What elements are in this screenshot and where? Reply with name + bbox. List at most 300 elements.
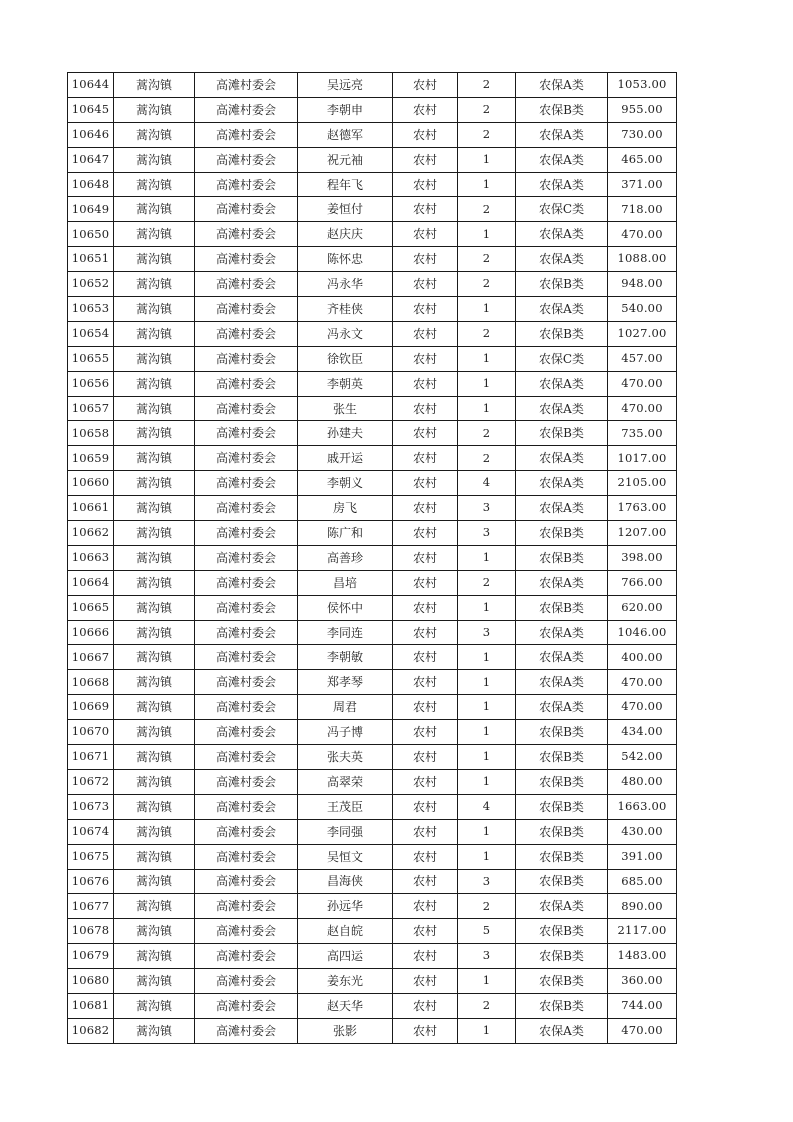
cell-area: 农村 bbox=[393, 595, 458, 620]
cell-id: 10662 bbox=[68, 521, 114, 546]
cell-category: 农保A类 bbox=[516, 1018, 608, 1043]
cell-amount: 744.00 bbox=[608, 993, 677, 1018]
table-row bbox=[68, 620, 677, 645]
cell-amount: 1017.00 bbox=[608, 446, 677, 471]
cell-category: 农保B类 bbox=[516, 869, 608, 894]
cell-village: 高滩村委会 bbox=[195, 147, 298, 172]
cell-household-count: 2 bbox=[458, 993, 516, 1018]
cell-name: 孙远华 bbox=[298, 894, 393, 919]
table-body bbox=[68, 73, 677, 1044]
cell-name: 赵天华 bbox=[298, 993, 393, 1018]
cell-id: 10653 bbox=[68, 297, 114, 322]
cell-area: 农村 bbox=[393, 720, 458, 745]
cell-area: 农村 bbox=[393, 1018, 458, 1043]
cell-village: 高滩村委会 bbox=[195, 894, 298, 919]
cell-category: 农保B类 bbox=[516, 944, 608, 969]
cell-town: 蒿沟镇 bbox=[114, 396, 195, 421]
cell-village: 高滩村委会 bbox=[195, 421, 298, 446]
cell-area: 农村 bbox=[393, 894, 458, 919]
cell-household-count: 4 bbox=[458, 471, 516, 496]
table-row bbox=[68, 272, 677, 297]
cell-category: 农保A类 bbox=[516, 73, 608, 98]
cell-name: 陈怀忠 bbox=[298, 247, 393, 272]
cell-name: 陈广和 bbox=[298, 521, 393, 546]
cell-category: 农保A类 bbox=[516, 645, 608, 670]
cell-village: 高滩村委会 bbox=[195, 396, 298, 421]
cell-household-count: 1 bbox=[458, 1018, 516, 1043]
table-row bbox=[68, 97, 677, 122]
cell-town: 蒿沟镇 bbox=[114, 919, 195, 944]
cell-name: 郑孝琴 bbox=[298, 670, 393, 695]
cell-village: 高滩村委会 bbox=[195, 297, 298, 322]
cell-town: 蒿沟镇 bbox=[114, 620, 195, 645]
cell-area: 农村 bbox=[393, 247, 458, 272]
cell-village: 高滩村委会 bbox=[195, 247, 298, 272]
table-row bbox=[68, 844, 677, 869]
cell-amount: 360.00 bbox=[608, 969, 677, 994]
cell-town: 蒿沟镇 bbox=[114, 122, 195, 147]
cell-town: 蒿沟镇 bbox=[114, 371, 195, 396]
cell-id: 10656 bbox=[68, 371, 114, 396]
cell-amount: 735.00 bbox=[608, 421, 677, 446]
cell-category: 农保B类 bbox=[516, 919, 608, 944]
cell-household-count: 1 bbox=[458, 969, 516, 994]
cell-area: 农村 bbox=[393, 521, 458, 546]
cell-id: 10659 bbox=[68, 446, 114, 471]
cell-name: 吴远亮 bbox=[298, 73, 393, 98]
cell-amount: 434.00 bbox=[608, 720, 677, 745]
cell-name: 冯永华 bbox=[298, 272, 393, 297]
table-row bbox=[68, 993, 677, 1018]
cell-village: 高滩村委会 bbox=[195, 819, 298, 844]
cell-id: 10682 bbox=[68, 1018, 114, 1043]
cell-category: 农保B类 bbox=[516, 794, 608, 819]
cell-amount: 730.00 bbox=[608, 122, 677, 147]
cell-area: 农村 bbox=[393, 620, 458, 645]
cell-household-count: 2 bbox=[458, 122, 516, 147]
cell-id: 10673 bbox=[68, 794, 114, 819]
cell-category: 农保A类 bbox=[516, 695, 608, 720]
cell-area: 农村 bbox=[393, 122, 458, 147]
table-row bbox=[68, 919, 677, 944]
cell-amount: 391.00 bbox=[608, 844, 677, 869]
table-row bbox=[68, 944, 677, 969]
cell-town: 蒿沟镇 bbox=[114, 819, 195, 844]
cell-amount: 1763.00 bbox=[608, 496, 677, 521]
cell-household-count: 1 bbox=[458, 346, 516, 371]
table-row bbox=[68, 321, 677, 346]
cell-town: 蒿沟镇 bbox=[114, 496, 195, 521]
cell-id: 10668 bbox=[68, 670, 114, 695]
cell-amount: 480.00 bbox=[608, 769, 677, 794]
cell-amount: 470.00 bbox=[608, 371, 677, 396]
cell-town: 蒿沟镇 bbox=[114, 272, 195, 297]
cell-name: 李朝义 bbox=[298, 471, 393, 496]
cell-category: 农保A类 bbox=[516, 570, 608, 595]
table-row bbox=[68, 745, 677, 770]
cell-category: 农保A类 bbox=[516, 620, 608, 645]
cell-village: 高滩村委会 bbox=[195, 944, 298, 969]
cell-town: 蒿沟镇 bbox=[114, 346, 195, 371]
cell-category: 农保C类 bbox=[516, 346, 608, 371]
cell-amount: 2105.00 bbox=[608, 471, 677, 496]
cell-town: 蒿沟镇 bbox=[114, 321, 195, 346]
table-row bbox=[68, 346, 677, 371]
cell-household-count: 3 bbox=[458, 496, 516, 521]
cell-name: 昌海侠 bbox=[298, 869, 393, 894]
cell-household-count: 1 bbox=[458, 297, 516, 322]
cell-area: 农村 bbox=[393, 496, 458, 521]
cell-area: 农村 bbox=[393, 670, 458, 695]
cell-household-count: 1 bbox=[458, 172, 516, 197]
table-row bbox=[68, 396, 677, 421]
cell-name: 姜恒付 bbox=[298, 197, 393, 222]
cell-household-count: 1 bbox=[458, 147, 516, 172]
cell-name: 房飞 bbox=[298, 496, 393, 521]
cell-area: 农村 bbox=[393, 969, 458, 994]
cell-household-count: 1 bbox=[458, 670, 516, 695]
cell-household-count: 1 bbox=[458, 222, 516, 247]
cell-village: 高滩村委会 bbox=[195, 222, 298, 247]
table-row bbox=[68, 869, 677, 894]
cell-village: 高滩村委会 bbox=[195, 720, 298, 745]
cell-town: 蒿沟镇 bbox=[114, 297, 195, 322]
cell-household-count: 2 bbox=[458, 894, 516, 919]
cell-id: 10649 bbox=[68, 197, 114, 222]
cell-town: 蒿沟镇 bbox=[114, 222, 195, 247]
cell-category: 农保C类 bbox=[516, 197, 608, 222]
cell-amount: 1053.00 bbox=[608, 73, 677, 98]
cell-id: 10676 bbox=[68, 869, 114, 894]
cell-town: 蒿沟镇 bbox=[114, 670, 195, 695]
table-row bbox=[68, 545, 677, 570]
cell-village: 高滩村委会 bbox=[195, 794, 298, 819]
cell-area: 农村 bbox=[393, 73, 458, 98]
cell-name: 李朝申 bbox=[298, 97, 393, 122]
cell-id: 10666 bbox=[68, 620, 114, 645]
cell-id: 10674 bbox=[68, 819, 114, 844]
cell-household-count: 1 bbox=[458, 645, 516, 670]
cell-amount: 1207.00 bbox=[608, 521, 677, 546]
cell-category: 农保B类 bbox=[516, 321, 608, 346]
cell-town: 蒿沟镇 bbox=[114, 745, 195, 770]
cell-household-count: 1 bbox=[458, 819, 516, 844]
cell-household-count: 1 bbox=[458, 595, 516, 620]
cell-household-count: 1 bbox=[458, 769, 516, 794]
cell-category: 农保B类 bbox=[516, 993, 608, 1018]
cell-household-count: 1 bbox=[458, 844, 516, 869]
cell-area: 农村 bbox=[393, 545, 458, 570]
cell-town: 蒿沟镇 bbox=[114, 944, 195, 969]
table-row bbox=[68, 222, 677, 247]
cell-name: 祝元袖 bbox=[298, 147, 393, 172]
cell-id: 10655 bbox=[68, 346, 114, 371]
cell-amount: 430.00 bbox=[608, 819, 677, 844]
cell-id: 10680 bbox=[68, 969, 114, 994]
cell-area: 农村 bbox=[393, 919, 458, 944]
cell-area: 农村 bbox=[393, 844, 458, 869]
cell-town: 蒿沟镇 bbox=[114, 471, 195, 496]
cell-id: 10681 bbox=[68, 993, 114, 1018]
cell-amount: 948.00 bbox=[608, 272, 677, 297]
cell-household-count: 2 bbox=[458, 73, 516, 98]
cell-name: 赵德军 bbox=[298, 122, 393, 147]
cell-village: 高滩村委会 bbox=[195, 869, 298, 894]
cell-town: 蒿沟镇 bbox=[114, 97, 195, 122]
cell-village: 高滩村委会 bbox=[195, 272, 298, 297]
cell-village: 高滩村委会 bbox=[195, 670, 298, 695]
cell-category: 农保B类 bbox=[516, 421, 608, 446]
cell-amount: 718.00 bbox=[608, 197, 677, 222]
cell-area: 农村 bbox=[393, 695, 458, 720]
cell-category: 农保B类 bbox=[516, 844, 608, 869]
cell-area: 农村 bbox=[393, 769, 458, 794]
table-row bbox=[68, 521, 677, 546]
cell-village: 高滩村委会 bbox=[195, 97, 298, 122]
cell-name: 周君 bbox=[298, 695, 393, 720]
cell-name: 昌培 bbox=[298, 570, 393, 595]
cell-id: 10650 bbox=[68, 222, 114, 247]
cell-name: 侯怀中 bbox=[298, 595, 393, 620]
cell-household-count: 5 bbox=[458, 919, 516, 944]
cell-category: 农保B类 bbox=[516, 595, 608, 620]
cell-household-count: 2 bbox=[458, 97, 516, 122]
table-row bbox=[68, 969, 677, 994]
cell-village: 高滩村委会 bbox=[195, 769, 298, 794]
cell-village: 高滩村委会 bbox=[195, 695, 298, 720]
cell-category: 农保A类 bbox=[516, 396, 608, 421]
cell-area: 农村 bbox=[393, 147, 458, 172]
cell-household-count: 1 bbox=[458, 695, 516, 720]
cell-name: 冯永文 bbox=[298, 321, 393, 346]
cell-town: 蒿沟镇 bbox=[114, 197, 195, 222]
cell-id: 10647 bbox=[68, 147, 114, 172]
cell-area: 农村 bbox=[393, 944, 458, 969]
cell-id: 10679 bbox=[68, 944, 114, 969]
cell-household-count: 1 bbox=[458, 545, 516, 570]
cell-town: 蒿沟镇 bbox=[114, 570, 195, 595]
cell-village: 高滩村委会 bbox=[195, 969, 298, 994]
table-row bbox=[68, 894, 677, 919]
cell-name: 徐钦臣 bbox=[298, 346, 393, 371]
cell-amount: 371.00 bbox=[608, 172, 677, 197]
cell-name: 孙建夫 bbox=[298, 421, 393, 446]
cell-id: 10652 bbox=[68, 272, 114, 297]
cell-household-count: 2 bbox=[458, 570, 516, 595]
cell-id: 10645 bbox=[68, 97, 114, 122]
cell-village: 高滩村委会 bbox=[195, 496, 298, 521]
cell-town: 蒿沟镇 bbox=[114, 247, 195, 272]
table-row bbox=[68, 73, 677, 98]
cell-id: 10675 bbox=[68, 844, 114, 869]
cell-area: 农村 bbox=[393, 794, 458, 819]
cell-name: 高善珍 bbox=[298, 545, 393, 570]
cell-town: 蒿沟镇 bbox=[114, 720, 195, 745]
cell-household-count: 3 bbox=[458, 869, 516, 894]
cell-name: 程年飞 bbox=[298, 172, 393, 197]
cell-town: 蒿沟镇 bbox=[114, 1018, 195, 1043]
benefits-table bbox=[67, 72, 677, 1044]
cell-category: 农保A类 bbox=[516, 247, 608, 272]
cell-household-count: 2 bbox=[458, 446, 516, 471]
cell-id: 10664 bbox=[68, 570, 114, 595]
cell-name: 李朝英 bbox=[298, 371, 393, 396]
cell-household-count: 1 bbox=[458, 720, 516, 745]
table-row bbox=[68, 794, 677, 819]
cell-category: 农保A类 bbox=[516, 172, 608, 197]
table-row bbox=[68, 570, 677, 595]
cell-town: 蒿沟镇 bbox=[114, 844, 195, 869]
cell-name: 李朝敏 bbox=[298, 645, 393, 670]
cell-amount: 1088.00 bbox=[608, 247, 677, 272]
cell-amount: 1483.00 bbox=[608, 944, 677, 969]
cell-village: 高滩村委会 bbox=[195, 570, 298, 595]
cell-area: 农村 bbox=[393, 346, 458, 371]
cell-name: 戚开运 bbox=[298, 446, 393, 471]
cell-village: 高滩村委会 bbox=[195, 620, 298, 645]
cell-town: 蒿沟镇 bbox=[114, 446, 195, 471]
table-row bbox=[68, 471, 677, 496]
cell-town: 蒿沟镇 bbox=[114, 645, 195, 670]
cell-village: 高滩村委会 bbox=[195, 993, 298, 1018]
cell-town: 蒿沟镇 bbox=[114, 595, 195, 620]
cell-village: 高滩村委会 bbox=[195, 371, 298, 396]
cell-id: 10667 bbox=[68, 645, 114, 670]
cell-household-count: 2 bbox=[458, 197, 516, 222]
cell-amount: 470.00 bbox=[608, 396, 677, 421]
cell-id: 10648 bbox=[68, 172, 114, 197]
cell-household-count: 2 bbox=[458, 272, 516, 297]
table-row bbox=[68, 1018, 677, 1043]
cell-category: 农保A类 bbox=[516, 147, 608, 172]
cell-village: 高滩村委会 bbox=[195, 122, 298, 147]
cell-name: 高翠荣 bbox=[298, 769, 393, 794]
cell-amount: 457.00 bbox=[608, 346, 677, 371]
cell-category: 农保B类 bbox=[516, 97, 608, 122]
cell-amount: 1027.00 bbox=[608, 321, 677, 346]
cell-town: 蒿沟镇 bbox=[114, 172, 195, 197]
cell-village: 高滩村委会 bbox=[195, 545, 298, 570]
cell-amount: 540.00 bbox=[608, 297, 677, 322]
cell-name: 赵自皖 bbox=[298, 919, 393, 944]
cell-household-count: 2 bbox=[458, 421, 516, 446]
cell-village: 高滩村委会 bbox=[195, 595, 298, 620]
table-row bbox=[68, 421, 677, 446]
cell-category: 农保A类 bbox=[516, 446, 608, 471]
cell-name: 吴恒文 bbox=[298, 844, 393, 869]
cell-area: 农村 bbox=[393, 446, 458, 471]
cell-name: 张夫英 bbox=[298, 745, 393, 770]
cell-village: 高滩村委会 bbox=[195, 645, 298, 670]
cell-area: 农村 bbox=[393, 819, 458, 844]
table-row bbox=[68, 147, 677, 172]
cell-village: 高滩村委会 bbox=[195, 1018, 298, 1043]
cell-name: 冯子博 bbox=[298, 720, 393, 745]
table-row bbox=[68, 496, 677, 521]
cell-area: 农村 bbox=[393, 745, 458, 770]
cell-household-count: 2 bbox=[458, 247, 516, 272]
cell-id: 10671 bbox=[68, 745, 114, 770]
cell-area: 农村 bbox=[393, 272, 458, 297]
table-row bbox=[68, 297, 677, 322]
cell-town: 蒿沟镇 bbox=[114, 969, 195, 994]
cell-category: 农保A类 bbox=[516, 122, 608, 147]
cell-village: 高滩村委会 bbox=[195, 844, 298, 869]
cell-category: 农保A类 bbox=[516, 297, 608, 322]
cell-amount: 685.00 bbox=[608, 869, 677, 894]
cell-category: 农保B类 bbox=[516, 521, 608, 546]
cell-id: 10651 bbox=[68, 247, 114, 272]
table-row bbox=[68, 645, 677, 670]
table-row bbox=[68, 172, 677, 197]
cell-village: 高滩村委会 bbox=[195, 346, 298, 371]
cell-area: 农村 bbox=[393, 471, 458, 496]
cell-area: 农村 bbox=[393, 421, 458, 446]
cell-amount: 400.00 bbox=[608, 645, 677, 670]
cell-town: 蒿沟镇 bbox=[114, 545, 195, 570]
cell-area: 农村 bbox=[393, 97, 458, 122]
cell-amount: 1663.00 bbox=[608, 794, 677, 819]
cell-area: 农村 bbox=[393, 993, 458, 1018]
cell-id: 10657 bbox=[68, 396, 114, 421]
cell-id: 10670 bbox=[68, 720, 114, 745]
cell-household-count: 4 bbox=[458, 794, 516, 819]
cell-household-count: 2 bbox=[458, 321, 516, 346]
cell-town: 蒿沟镇 bbox=[114, 769, 195, 794]
cell-area: 农村 bbox=[393, 172, 458, 197]
cell-id: 10644 bbox=[68, 73, 114, 98]
cell-amount: 398.00 bbox=[608, 545, 677, 570]
cell-category: 农保B类 bbox=[516, 720, 608, 745]
cell-household-count: 3 bbox=[458, 620, 516, 645]
table-row bbox=[68, 720, 677, 745]
cell-household-count: 1 bbox=[458, 396, 516, 421]
cell-category: 农保B类 bbox=[516, 769, 608, 794]
cell-id: 10660 bbox=[68, 471, 114, 496]
cell-town: 蒿沟镇 bbox=[114, 147, 195, 172]
cell-id: 10665 bbox=[68, 595, 114, 620]
cell-id: 10678 bbox=[68, 919, 114, 944]
cell-category: 农保A类 bbox=[516, 222, 608, 247]
cell-category: 农保A类 bbox=[516, 471, 608, 496]
cell-household-count: 3 bbox=[458, 521, 516, 546]
cell-town: 蒿沟镇 bbox=[114, 421, 195, 446]
cell-id: 10646 bbox=[68, 122, 114, 147]
cell-amount: 620.00 bbox=[608, 595, 677, 620]
cell-id: 10677 bbox=[68, 894, 114, 919]
cell-household-count: 3 bbox=[458, 944, 516, 969]
cell-category: 农保A类 bbox=[516, 496, 608, 521]
cell-town: 蒿沟镇 bbox=[114, 794, 195, 819]
cell-amount: 890.00 bbox=[608, 894, 677, 919]
cell-amount: 470.00 bbox=[608, 1018, 677, 1043]
table-row bbox=[68, 247, 677, 272]
cell-name: 李同连 bbox=[298, 620, 393, 645]
cell-town: 蒿沟镇 bbox=[114, 869, 195, 894]
cell-id: 10669 bbox=[68, 695, 114, 720]
cell-village: 高滩村委会 bbox=[195, 321, 298, 346]
cell-category: 农保A类 bbox=[516, 670, 608, 695]
cell-category: 农保B类 bbox=[516, 545, 608, 570]
cell-name: 齐桂侠 bbox=[298, 297, 393, 322]
cell-area: 农村 bbox=[393, 197, 458, 222]
cell-category: 农保B类 bbox=[516, 272, 608, 297]
cell-name: 李同强 bbox=[298, 819, 393, 844]
cell-name: 高四运 bbox=[298, 944, 393, 969]
cell-id: 10663 bbox=[68, 545, 114, 570]
cell-area: 农村 bbox=[393, 321, 458, 346]
cell-category: 农保A类 bbox=[516, 371, 608, 396]
